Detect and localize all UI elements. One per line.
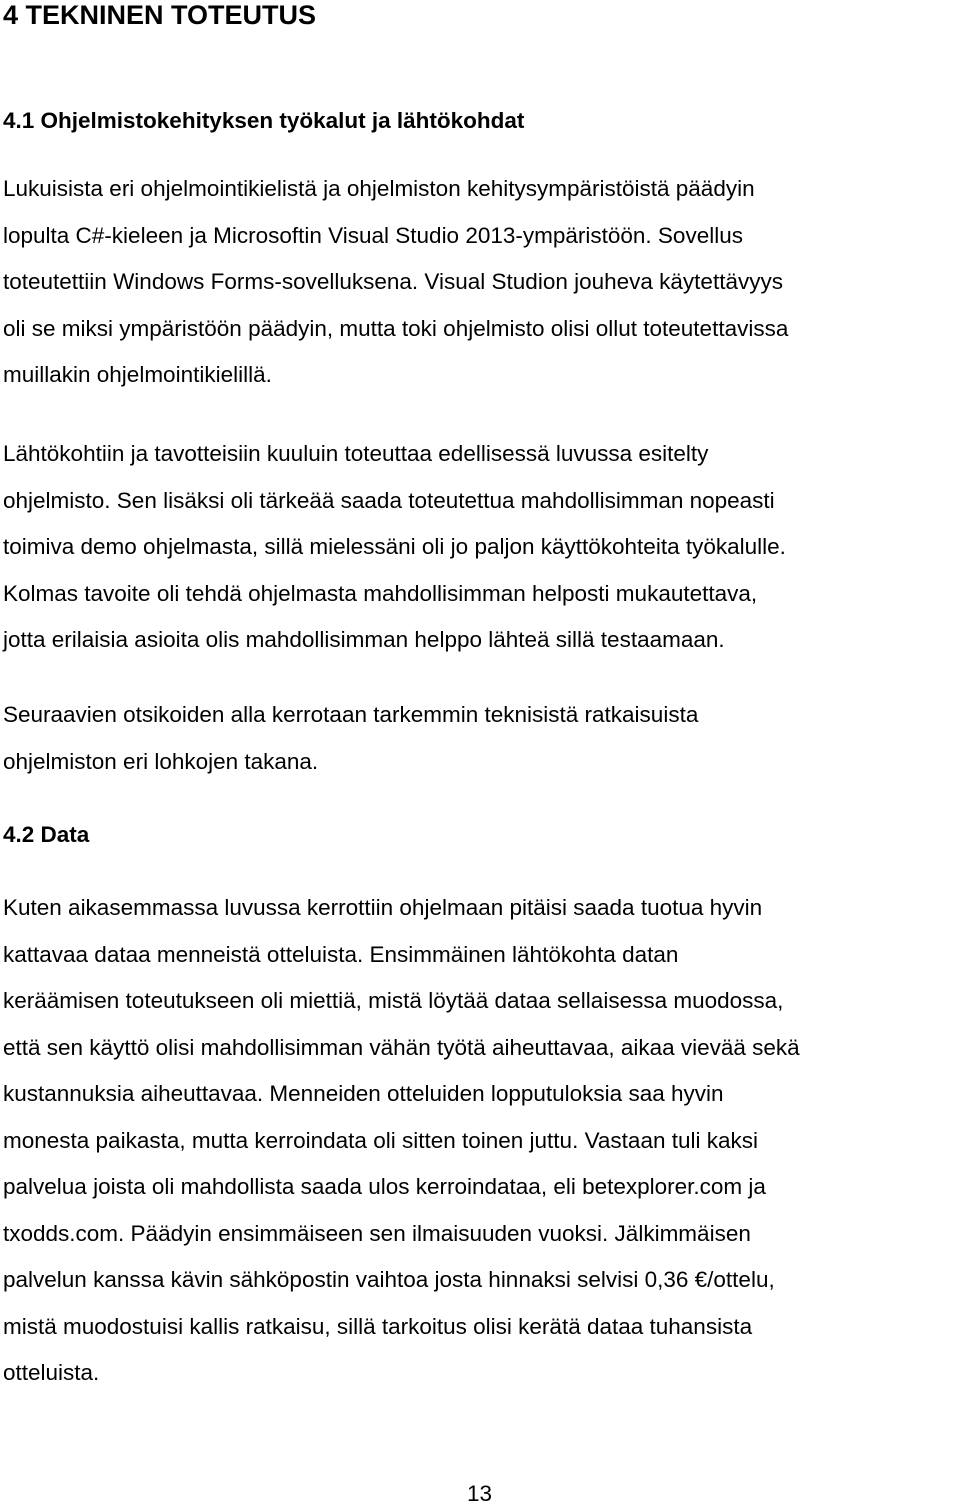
paragraph — [3, 885, 960, 1397]
text-line: keräämisen toteutukseen oli miettiä, mistä löytää dataa sellaisessa muodossa, — [3, 988, 784, 1013]
paragraph — [3, 692, 960, 785]
text-line: Kolmas tavoite oli tehdä ohjelmasta mahdollisimman helposti mukautettava, — [3, 580, 758, 606]
text-line: toimiva demo ohjelmasta, sillä mielessäni oli jo paljon käyttökohteita työkalulle. — [3, 534, 786, 559]
text-line: toteutettiin Windows Forms-sovelluksena. Visual Studion jouheva käytettävyys — [3, 269, 783, 294]
section-title-4-2: 4.2 Data — [3, 822, 90, 847]
document-page — [3, 0, 957, 1509]
text-line: palvelun kanssa kävin sähköpostin vaihtoa josta hinnaksi selvisi 0,36 €/ottelu, — [3, 1267, 775, 1292]
text-line: ohjelmiston eri lohkojen takana. — [3, 748, 319, 774]
text-line: mistä muodostuisi kallis ratkaisu, sillä tarkoitus olisi kerätä dataa tuhansista — [3, 1313, 753, 1339]
text-line: Lähtökohtiin ja tavotteisiin kuuluin toteuttaa edellisessä luvussa esitelty — [3, 441, 709, 466]
text-line: monesta paikasta, mutta kerroindata oli sitten toinen juttu. Vastaan tuli kaksi — [3, 1127, 758, 1153]
paragraph — [3, 431, 960, 664]
text-line: kustannuksia aiheuttavaa. Menneiden otteluiden lopputuloksia saa hyvin — [3, 1081, 724, 1106]
page-number: 13 — [467, 1481, 493, 1506]
text-line: että sen käyttö olisi mahdollisimman vähän työtä aiheuttavaa, aikaa vievää sekä — [3, 1034, 800, 1060]
text-line: ohjelmisto. Sen lisäksi oli tärkeää saada toteutettua mahdollisimman nopeasti — [3, 487, 775, 513]
text-line: Seuraavien otsikoiden alla kerrotaan tarkemmin teknisistä ratkaisuista — [3, 702, 699, 727]
text-line: Kuten aikasemmassa luvussa kerrottiin ohjelmaan pitäisi saada tuotua hyvin — [3, 895, 763, 920]
text-line: oli se miksi ympäristöön päädyin, mutta toki ohjelmisto olisi ollut toteutettavissa — [3, 315, 789, 341]
text-line: lopulta C#-kieleen ja Microsoftin Visual Studio 2013-ympäristöön. Sovellus — [3, 222, 743, 248]
section-title-4-1: 4.1 Ohjelmistokehityksen työkalut ja lähtökohdat — [3, 108, 525, 133]
text-line: jotta erilaisia asioita olis mahdollisimman helppo lähteä sillä testaamaan. — [3, 627, 725, 652]
text-line: otteluista. — [3, 1360, 100, 1385]
text-line: Lukuisista eri ohjelmointikielistä ja ohjelmiston kehitysympäristöistä päädyin — [3, 176, 755, 201]
chapter-title: 4 TEKNINEN TOTEUTUS — [3, 0, 317, 30]
text-line: txodds.com. Päädyin ensimmäiseen sen ilmaisuuden vuoksi. Jälkimmäisen — [3, 1220, 751, 1246]
text-line: muillakin ohjelmointikielillä. — [3, 362, 272, 387]
text-line: palvelua joista oli mahdollista saada ulos kerroindataa, eli betexplorer.com ja — [3, 1174, 766, 1199]
paragraph — [3, 166, 960, 399]
text-line: kattavaa dataa menneistä otteluista. Ensimmäinen lähtökohta datan — [3, 941, 679, 967]
